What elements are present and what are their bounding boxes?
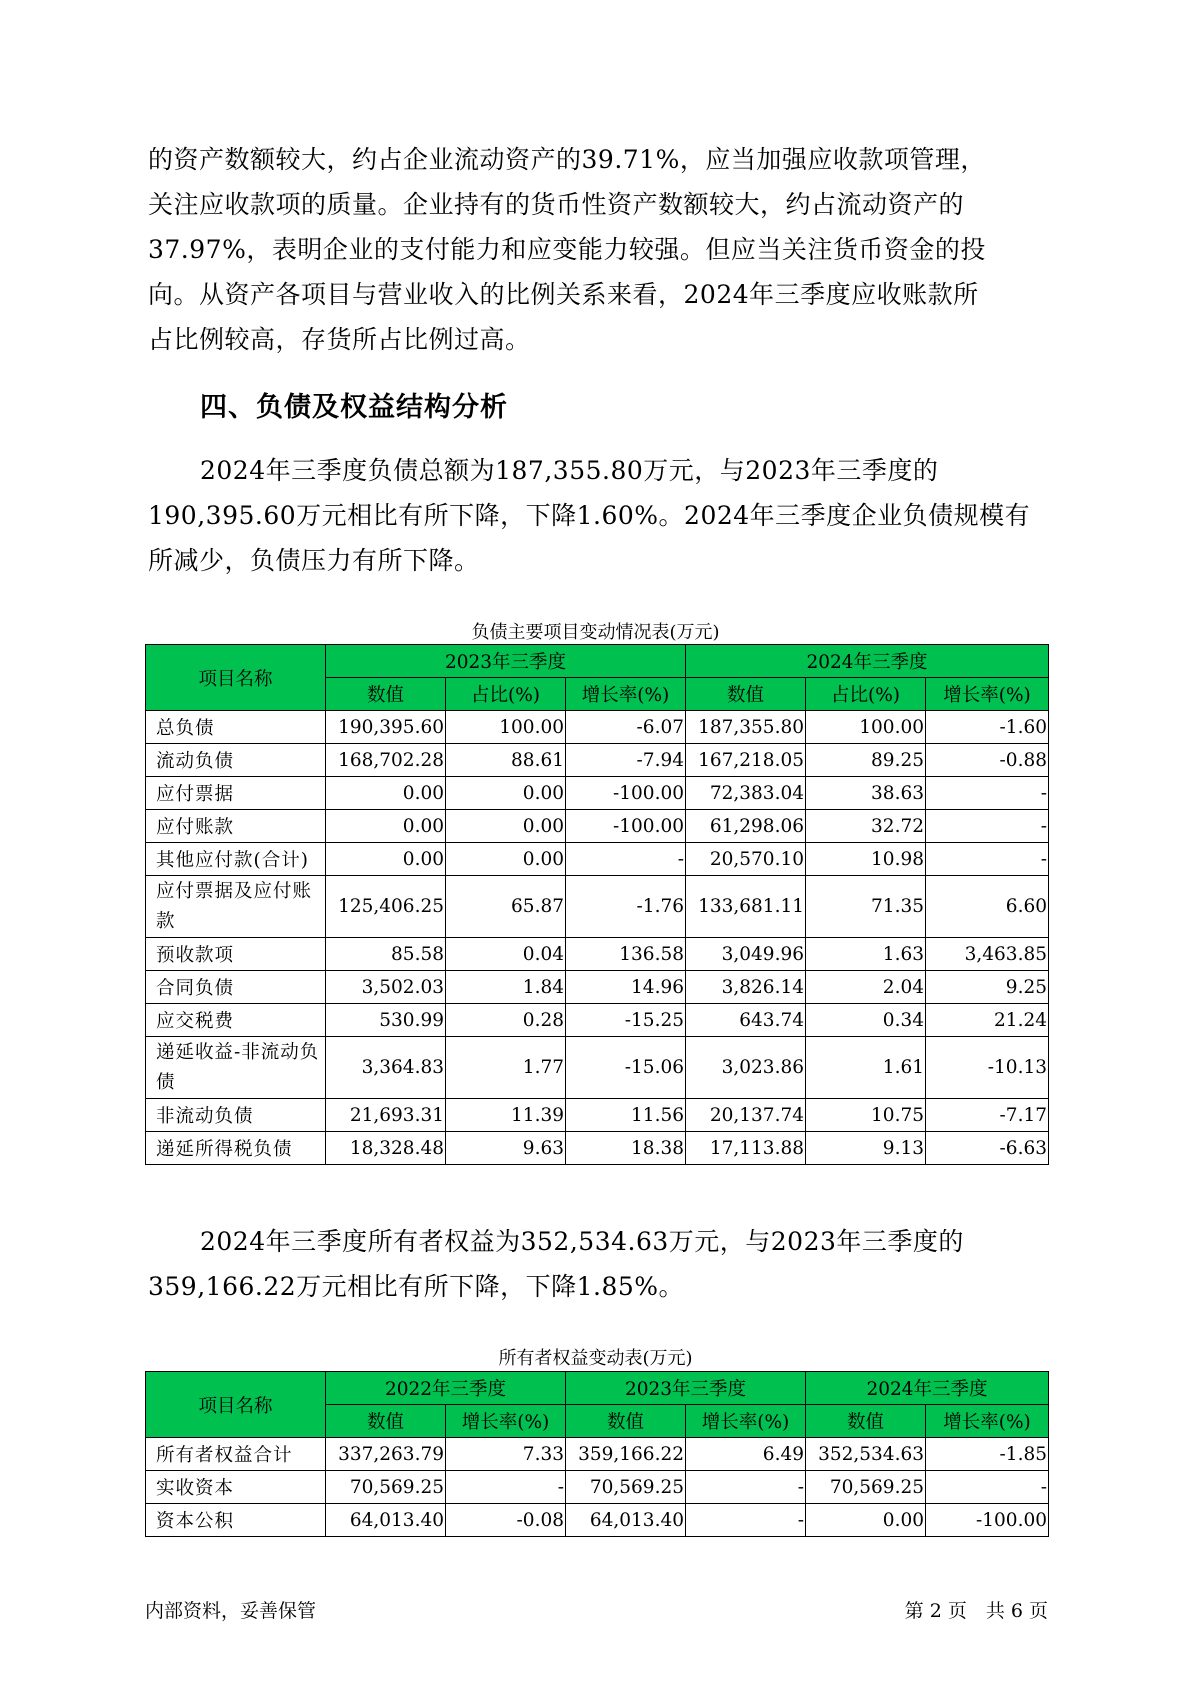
table-cell: -100.00 xyxy=(566,777,686,810)
table-cell: 167,218.05 xyxy=(686,744,806,777)
table-cell: 133,681.11 xyxy=(686,876,806,938)
equity-table xyxy=(145,1371,1049,1537)
table-cell: 32.72 xyxy=(806,810,926,843)
table-row xyxy=(146,744,1049,777)
table-cell: - xyxy=(926,810,1049,843)
table-cell: 70,569.25 xyxy=(806,1471,926,1504)
table-cell: 10.75 xyxy=(806,1099,926,1132)
text-line: 190,395.60万元相比有所下降，下降1.60%。2024年三季度企业负债规模有 xyxy=(148,501,1031,530)
table-row xyxy=(146,1037,1049,1099)
row-label: 递延所得税负债 xyxy=(146,1132,326,1165)
equity-table-caption: 所有者权益变动表(万元) xyxy=(498,1348,693,1369)
table-row xyxy=(146,1438,1049,1471)
row-label: 预收款项 xyxy=(146,938,326,971)
table-cell: -1.76 xyxy=(566,876,686,938)
table-cell: 0.34 xyxy=(806,1004,926,1037)
table-cell: 0.00 xyxy=(446,843,566,876)
table-cell: 3,023.86 xyxy=(686,1037,806,1099)
table-cell: 89.25 xyxy=(806,744,926,777)
row-label: 其他应付款(合计) xyxy=(146,843,326,876)
table-row xyxy=(146,938,1049,971)
liability-table-caption: 负债主要项目变动情况表(万元) xyxy=(471,622,720,643)
table-cell: - xyxy=(686,1504,806,1537)
table-row xyxy=(146,971,1049,1004)
paragraph-equity-summary xyxy=(148,1219,1048,1309)
column-subheader: 数值 xyxy=(326,678,446,711)
row-label: 流动负债 xyxy=(146,744,326,777)
text-line: 2024年三季度所有者权益为352,534.63万元，与2023年三季度的 xyxy=(200,1227,964,1256)
table-cell: 1.84 xyxy=(446,971,566,1004)
column-subheader: 增长率(%) xyxy=(686,1405,806,1438)
table-cell: 20,570.10 xyxy=(686,843,806,876)
table-cell: 352,534.63 xyxy=(806,1438,926,1471)
row-label: 应付账款 xyxy=(146,810,326,843)
table-cell: 38.63 xyxy=(806,777,926,810)
table-cell: 100.00 xyxy=(446,711,566,744)
table-row xyxy=(146,1471,1049,1504)
table-cell: 3,826.14 xyxy=(686,971,806,1004)
table-row xyxy=(146,876,1049,938)
table-cell: 0.00 xyxy=(446,810,566,843)
text-line: 37.97%，表明企业的支付能力和应变能力较强。但应当关注货币资金的投 xyxy=(148,235,986,264)
table-row xyxy=(146,843,1049,876)
table-cell: -10.13 xyxy=(926,1037,1049,1099)
table-cell: 70,569.25 xyxy=(326,1471,446,1504)
table-cell: 190,395.60 xyxy=(326,711,446,744)
column-header-period: 2023年三季度 xyxy=(326,645,686,678)
text-line: 359,166.22万元相比有所下降，下降1.85%。 xyxy=(148,1272,685,1301)
table-cell: - xyxy=(926,1471,1049,1504)
table-cell: 20,137.74 xyxy=(686,1099,806,1132)
table-cell: 643.74 xyxy=(686,1004,806,1037)
table-cell: 0.00 xyxy=(326,777,446,810)
table-cell: - xyxy=(926,777,1049,810)
table-cell: 18,328.48 xyxy=(326,1132,446,1165)
table-cell: -7.17 xyxy=(926,1099,1049,1132)
table-row xyxy=(146,1132,1049,1165)
table-cell: 6.49 xyxy=(686,1438,806,1471)
table-cell: -0.08 xyxy=(446,1504,566,1537)
table-cell: 3,463.85 xyxy=(926,938,1049,971)
table-cell: 11.39 xyxy=(446,1099,566,1132)
table-row xyxy=(146,1004,1049,1037)
text-line: 的资产数额较大，约占企业流动资产的39.71%，应当加强应收款项管理， xyxy=(148,145,986,174)
column-header-item-name: 项目名称 xyxy=(146,1372,326,1438)
row-label: 总负债 xyxy=(146,711,326,744)
table-cell: 359,166.22 xyxy=(566,1438,686,1471)
row-label: 非流动负债 xyxy=(146,1099,326,1132)
column-header-period: 2024年三季度 xyxy=(686,645,1049,678)
table-cell: 71.35 xyxy=(806,876,926,938)
table-cell: -7.94 xyxy=(566,744,686,777)
column-header-period: 2024年三季度 xyxy=(806,1372,1049,1405)
table-cell: 136.58 xyxy=(566,938,686,971)
table-cell: 17,113.88 xyxy=(686,1132,806,1165)
table-row xyxy=(146,1099,1049,1132)
table-cell: 125,406.25 xyxy=(326,876,446,938)
footer-left-note: 内部资料，妥善保管 xyxy=(145,1600,317,1622)
column-subheader: 增长率(%) xyxy=(446,1405,566,1438)
table-cell: - xyxy=(926,843,1049,876)
column-subheader: 占比(%) xyxy=(446,678,566,711)
table-cell: 0.28 xyxy=(446,1004,566,1037)
table-cell: -100.00 xyxy=(566,810,686,843)
table-body xyxy=(146,1438,1049,1537)
table-cell: - xyxy=(566,843,686,876)
table-cell: 3,364.83 xyxy=(326,1037,446,1099)
row-label: 递延收益-非流动负债 xyxy=(146,1037,326,1099)
column-subheader: 数值 xyxy=(806,1405,926,1438)
section-heading: 四、负债及权益结构分析 xyxy=(200,392,508,423)
column-subheader: 数值 xyxy=(686,678,806,711)
table-cell: -15.06 xyxy=(566,1037,686,1099)
text-line: 向。从资产各项目与营业收入的比例关系来看，2024年三季度应收账款所 xyxy=(148,280,979,309)
table-cell: 0.00 xyxy=(326,810,446,843)
table-cell: 11.56 xyxy=(566,1099,686,1132)
table-cell: 72,383.04 xyxy=(686,777,806,810)
column-subheader: 增长率(%) xyxy=(566,678,686,711)
row-label: 应付票据及应付账款 xyxy=(146,876,326,938)
row-label: 应交税费 xyxy=(146,1004,326,1037)
table-cell: 3,049.96 xyxy=(686,938,806,971)
footer-page-number: 第 2 页 共 6 页 xyxy=(904,1600,1048,1622)
table-cell: 0.00 xyxy=(326,843,446,876)
table-cell: -15.25 xyxy=(566,1004,686,1037)
table-cell: 337,263.79 xyxy=(326,1438,446,1471)
table-cell: -1.60 xyxy=(926,711,1049,744)
table-cell: 1.77 xyxy=(446,1037,566,1099)
text-line: 关注应收款项的质量。企业持有的货币性资产数额较大，约占流动资产的 xyxy=(148,190,965,219)
row-label: 所有者权益合计 xyxy=(146,1438,326,1471)
liability-table xyxy=(145,644,1049,1165)
table-cell: -6.07 xyxy=(566,711,686,744)
text-line: 占比例较高，存货所占比例过高。 xyxy=(148,325,531,354)
table-cell: 1.61 xyxy=(806,1037,926,1099)
column-header-item-name: 项目名称 xyxy=(146,645,326,711)
column-subheader: 增长率(%) xyxy=(926,678,1049,711)
table-cell: 85.58 xyxy=(326,938,446,971)
table-cell: 64,013.40 xyxy=(566,1504,686,1537)
table-cell: 187,355.80 xyxy=(686,711,806,744)
column-header-period: 2022年三季度 xyxy=(326,1372,566,1405)
table-cell: 0.04 xyxy=(446,938,566,971)
text-line: 所减少，负债压力有所下降。 xyxy=(148,546,480,575)
table-cell: 7.33 xyxy=(446,1438,566,1471)
table-row xyxy=(146,810,1049,843)
table-row xyxy=(146,1504,1049,1537)
table-cell: 9.25 xyxy=(926,971,1049,1004)
column-subheader: 增长率(%) xyxy=(926,1405,1049,1438)
table-cell: 61,298.06 xyxy=(686,810,806,843)
text-line: 2024年三季度负债总额为187,355.80万元，与2023年三季度的 xyxy=(200,456,939,485)
table-cell: 0.00 xyxy=(446,777,566,810)
table-cell: 14.96 xyxy=(566,971,686,1004)
table-cell: 168,702.28 xyxy=(326,744,446,777)
table-cell: 64,013.40 xyxy=(326,1504,446,1537)
table-cell: 0.00 xyxy=(806,1504,926,1537)
table-cell: 1.63 xyxy=(806,938,926,971)
table-cell: 10.98 xyxy=(806,843,926,876)
table-cell: 65.87 xyxy=(446,876,566,938)
table-cell: -1.85 xyxy=(926,1438,1049,1471)
table-cell: 21,693.31 xyxy=(326,1099,446,1132)
table-cell: 9.13 xyxy=(806,1132,926,1165)
row-label: 应付票据 xyxy=(146,777,326,810)
row-label: 实收资本 xyxy=(146,1471,326,1504)
table-cell: 21.24 xyxy=(926,1004,1049,1037)
table-cell: -100.00 xyxy=(926,1504,1049,1537)
row-label: 合同负债 xyxy=(146,971,326,1004)
table-cell: 6.60 xyxy=(926,876,1049,938)
table-cell: 100.00 xyxy=(806,711,926,744)
column-subheader: 数值 xyxy=(326,1405,446,1438)
table-cell: -0.88 xyxy=(926,744,1049,777)
table-row xyxy=(146,777,1049,810)
row-label: 资本公积 xyxy=(146,1504,326,1537)
table-row xyxy=(146,711,1049,744)
table-cell: 18.38 xyxy=(566,1132,686,1165)
paragraph-liability-summary xyxy=(148,448,1048,583)
column-subheader: 占比(%) xyxy=(806,678,926,711)
table-cell: 88.61 xyxy=(446,744,566,777)
table-cell: -6.63 xyxy=(926,1132,1049,1165)
table-body xyxy=(146,711,1049,1165)
table-cell: 9.63 xyxy=(446,1132,566,1165)
table-cell: 530.99 xyxy=(326,1004,446,1037)
table-cell: 70,569.25 xyxy=(566,1471,686,1504)
table-cell: 3,502.03 xyxy=(326,971,446,1004)
table-cell: - xyxy=(686,1471,806,1504)
table-cell: - xyxy=(446,1471,566,1504)
column-header-period: 2023年三季度 xyxy=(566,1372,806,1405)
column-subheader: 数值 xyxy=(566,1405,686,1438)
paragraph-asset-summary xyxy=(148,137,1048,362)
table-cell: 2.04 xyxy=(806,971,926,1004)
